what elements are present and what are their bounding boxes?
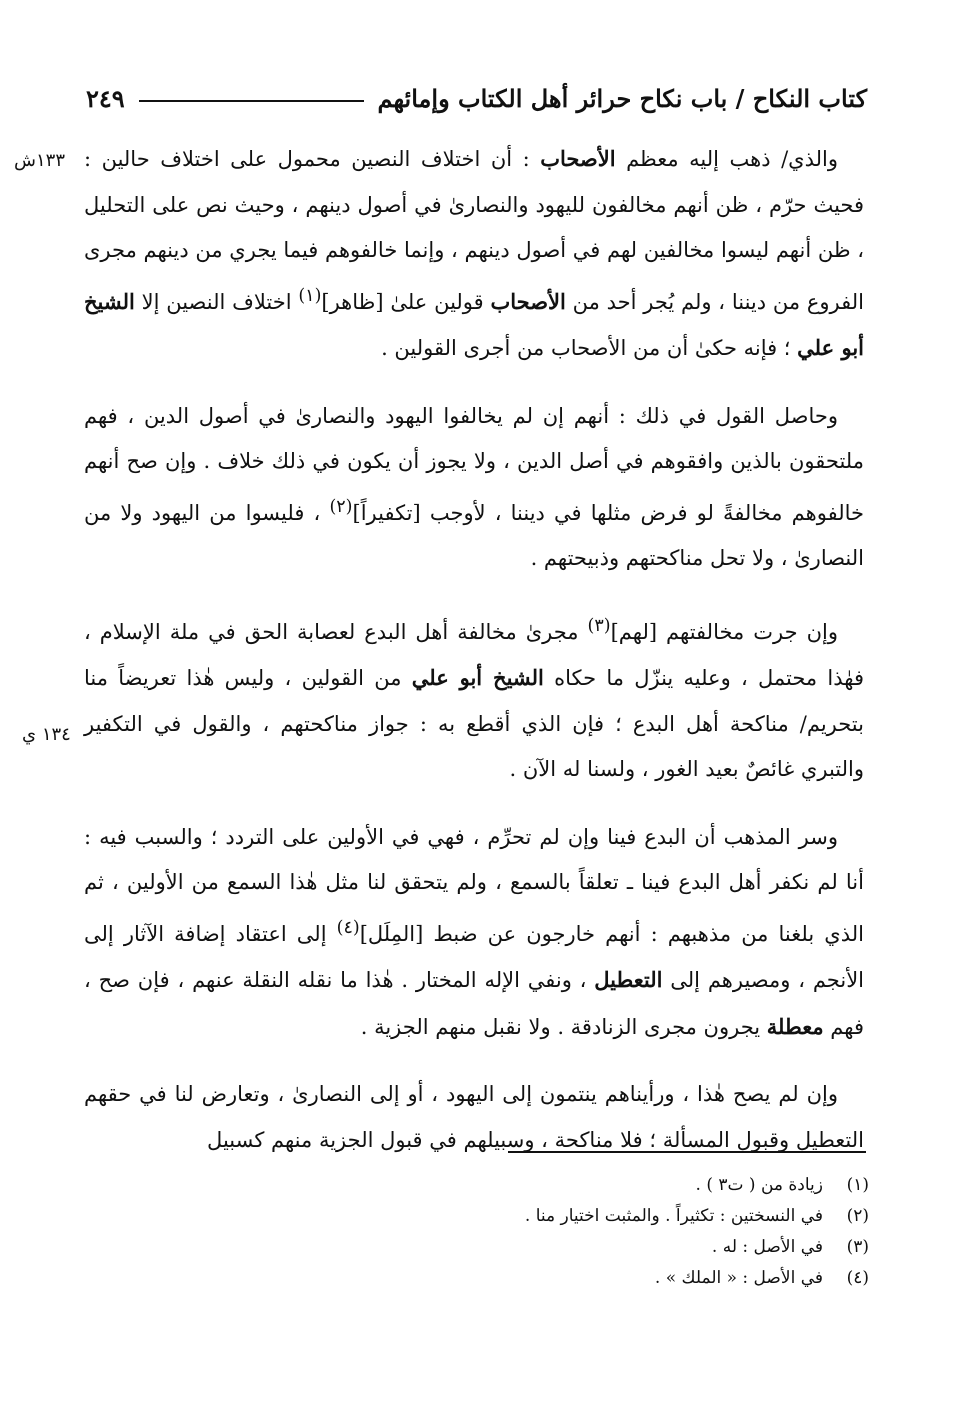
text-run: وإن لم يصح هٰذا ، ورأيناهم ينتمون إلى اليهود ، أو إلى النصارىٰ ، وتعارض لنا في حقهم التعطيل وقبول المسألة ؛ فلا مناكحة ، وسبيلهم في قبول الجزية منهم كسبيل (84, 1082, 864, 1152)
margin-note-133: ١٣٣ش (14, 150, 65, 171)
text-run: قولين علىٰ [ظاهر] (321, 289, 491, 314)
running-title: كتاب النكاح / باب نكاح حرائر أهل الكتاب وإمائهم (377, 83, 867, 113)
footnote-item (300, 1263, 869, 1294)
text-run: يجرون مجرى الزنادقة . ولا نقبل منهم الجزية . (360, 1014, 767, 1039)
paragraph-1 (84, 136, 864, 372)
text-run: اختلاف النصين إلا (134, 289, 299, 314)
text-run: ؛ فإنه حكىٰ أن من الأصحاب من أجرى القولين . (381, 336, 798, 360)
footnote-number: (١) (846, 1175, 869, 1195)
footnote-number: (٤) (846, 1268, 869, 1288)
text-run: والذي/ ذهب إليه معظم (615, 147, 838, 171)
bold-term: الأصحاب (490, 288, 566, 314)
footnote-item (300, 1201, 869, 1232)
footnote-separator (508, 1151, 866, 1153)
footnote-ref: (٢) (329, 496, 353, 517)
text-run: : أن اختلاف النصين محمول على اختلاف حالين : فحيث حرّم ، ظن أنهم مخالفون لليهود والنصارىٰ في أصول دينهم ، وحيث نص على التحليل ، ظن أنهم ليسوا مخالفين لهم في أصول دينهم ، وإنما خالفوهم فيما يجري من دينهم مجرى الفروع من ديننا ، ولم يُجر أحد من (84, 147, 865, 314)
text-run: وإن جرت مخالفتهم [لهم] (610, 619, 839, 644)
footnotes (300, 1170, 869, 1294)
text-run: ، فليسوا من اليهود ولا من النصارىٰ ، ولا تحل مناكحتهم وذبيحتهم . (84, 500, 864, 570)
footnote-text: في الأصل : له . (711, 1237, 823, 1257)
bold-term: الشيخ أبو علي (84, 288, 864, 360)
footnote-ref: (٣) (587, 615, 611, 636)
text-run: مجرىٰ مخالفة أهل البدع لعصابة الحق في ملة الإسلام ، فهٰذا محتمل ، وعليه ينزّل ما حكاه (84, 619, 864, 690)
header-rule (139, 100, 364, 102)
margin-note-134: ١٣٤ ي (22, 724, 71, 745)
page-number: ٢٤٩ (86, 83, 125, 113)
footnote-number: (٣) (846, 1237, 869, 1257)
text-run: إلى اعتقاد إضافة الآثار إلى الأنجم ، ومصيرهم إلى (84, 921, 865, 992)
footnote-item (300, 1232, 869, 1263)
main-text (84, 136, 864, 1185)
text-run: ، ونفي الإله المختار . هٰذا ما نقله النقلة عنهم ، فإن صح ، فهم (84, 968, 864, 1039)
footnote-number: (٢) (846, 1206, 869, 1226)
running-header (86, 78, 867, 118)
paragraph-4 (84, 815, 864, 1051)
footnote-ref: (١) (298, 285, 322, 306)
bold-term: الشيخ أبو علي (411, 665, 544, 690)
bold-term: معطلة (766, 1013, 824, 1039)
footnote-text: في النسختين : تكثيراً . والمثبت اختيار منا . (524, 1206, 823, 1226)
text-run: وسر المذهب أن البدع فينا وإن لم تحرِّم ، فهي في الأولين على التردد ؛ والسبب فيه : أنا لم نكفر أهل البدع فينا ـ تعلقاً بالسمع ، ولم يتحقق لنا مثل هٰذا السمع من الأولين ، ثم الذي بلغنا من مذهبهم : أنهم خارجون عن ضبط [المِلَل] (84, 824, 864, 946)
bold-term: التعطيل (594, 967, 663, 992)
paragraph-2 (84, 394, 864, 582)
footnote-text: زيادة من ( ت٣ ) . (695, 1175, 823, 1195)
paragraph-5 (84, 1072, 864, 1163)
footnote-ref: (٤) (336, 917, 360, 938)
text-run: وحاصل القول في ذلك : أنهم إن لم يخالفوا اليهود والنصارىٰ في أصول الدين ، فهم ملتحقون بالذين وافقوهم في أصل الدين ، ولا يجوز أن يكون في ذلك خلاف . وإن صح أنهم خالفوهم مخالفةً لو فرض مثلها في ديننا ، لأوجب [تكفيراً] (84, 403, 864, 525)
footnote-item (300, 1170, 869, 1201)
footnote-text: في الأصل : « الملك » . (654, 1268, 823, 1288)
paragraph-3 (84, 604, 864, 793)
bold-term: الأصحاب (540, 146, 616, 171)
text-run: من القولين ، وليس هٰذا تعريضاً منا بتحريم/ مناكحة أهل البدع ؛ فإن الذي أقطع به : جواز مناكحتهم ، والقول في التكفير والتبري غائصٌ بعيد الغور ، ولسنا له الآن . (84, 666, 864, 781)
